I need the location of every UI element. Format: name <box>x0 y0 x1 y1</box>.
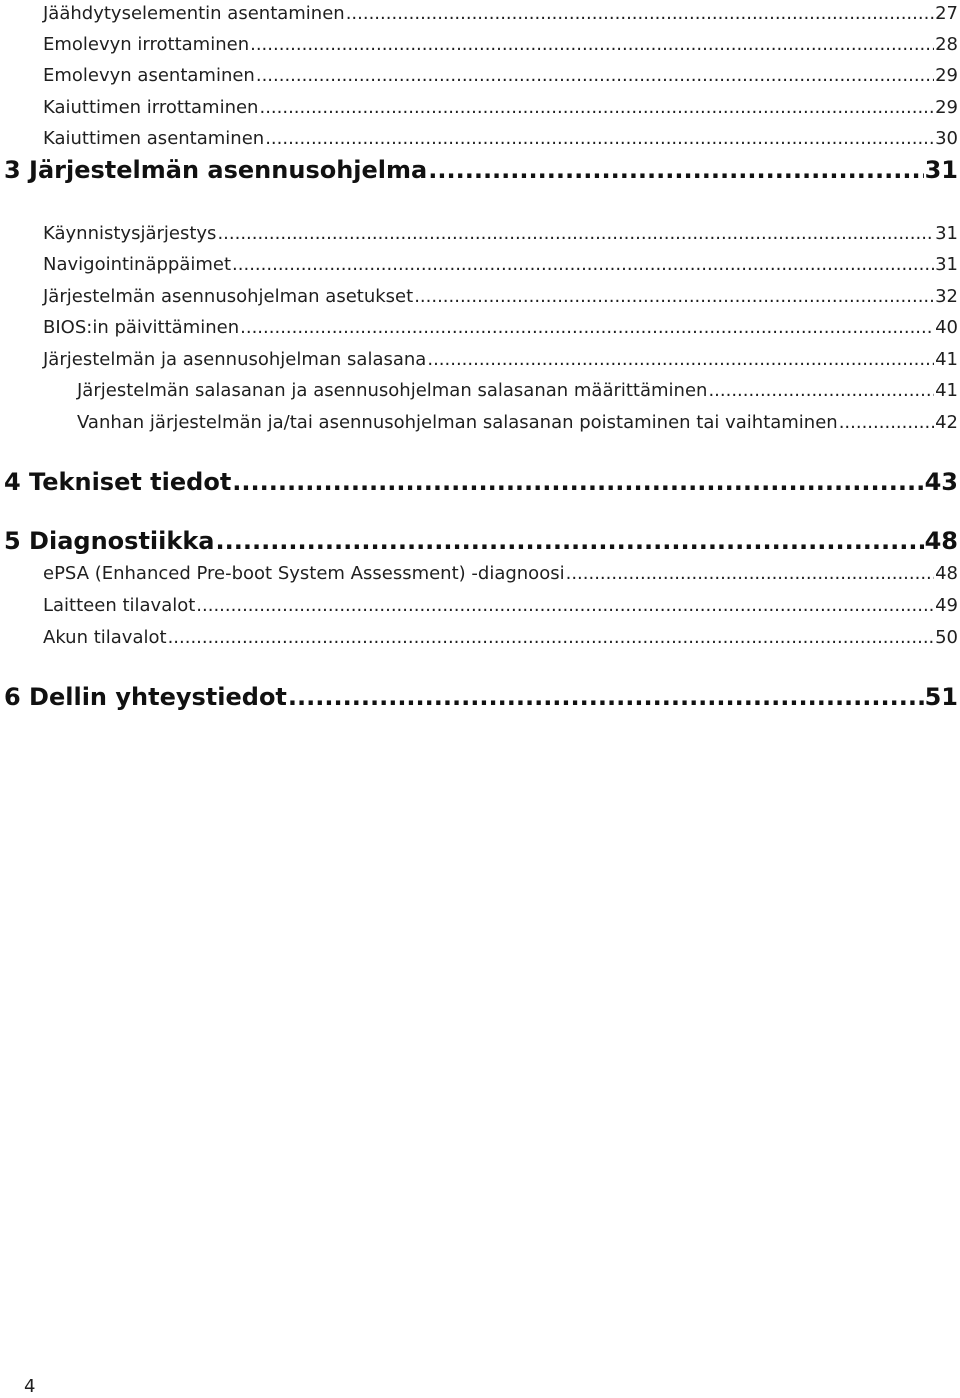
toc-entry-page: 30 <box>935 128 958 149</box>
toc-entry-title: Jäähdytyselementin asentaminen <box>43 3 345 24</box>
toc-entry[interactable] <box>43 96 958 120</box>
toc-leader-dots <box>215 526 923 556</box>
toc-leader-dots <box>839 411 934 435</box>
toc-chapter-entry[interactable] <box>4 155 958 185</box>
toc-subentry[interactable] <box>77 411 958 435</box>
toc-chapter-entry[interactable] <box>4 467 958 497</box>
toc-entry[interactable] <box>43 253 958 277</box>
toc-entry-page: 40 <box>935 317 958 338</box>
toc-entry-page: 27 <box>935 3 958 24</box>
toc-entry-title: Emolevyn asentaminen <box>43 65 255 86</box>
toc-chapter-page: 51 <box>924 683 958 711</box>
toc-leader-dots <box>250 33 934 57</box>
toc-entry-page: 31 <box>935 254 958 275</box>
toc-entry-page: 28 <box>935 34 958 55</box>
toc-entry-title: Järjestelmän salasanan ja asennusohjelman salasanan määrittäminen <box>77 380 708 401</box>
toc-entry-title: Kaiuttimen irrottaminen <box>43 97 259 118</box>
toc-leader-dots <box>259 96 934 120</box>
toc-entry-title: Järjestelmän ja asennusohjelman salasana <box>43 349 427 370</box>
toc-entry-page: 50 <box>935 627 958 648</box>
toc-leader-dots <box>428 155 923 185</box>
toc-entry-title: Laitteen tilavalot <box>43 595 196 616</box>
toc-entry[interactable] <box>43 562 958 586</box>
toc-leader-dots <box>427 348 934 372</box>
toc-leader-dots <box>708 379 934 403</box>
toc-leader-dots <box>217 222 934 246</box>
toc-entry-page: 42 <box>935 412 958 433</box>
toc-leader-dots <box>168 626 935 650</box>
toc-entry-title: ePSA (Enhanced Pre-boot System Assessment) -diagnoosi <box>43 563 565 584</box>
toc-entry-page: 29 <box>935 97 958 118</box>
toc-entry-page: 49 <box>935 595 958 616</box>
toc-leader-dots <box>232 467 923 497</box>
toc-entry[interactable] <box>43 285 958 309</box>
toc-entry[interactable] <box>43 626 958 650</box>
toc-entry[interactable] <box>43 127 958 151</box>
toc-leader-dots <box>414 285 934 309</box>
toc-entry[interactable] <box>43 222 958 246</box>
toc-leader-dots <box>256 64 934 88</box>
toc-chapter-page: 48 <box>924 527 958 555</box>
toc-entry[interactable] <box>43 594 958 618</box>
toc-leader-dots <box>265 127 934 151</box>
toc-entry-page: 41 <box>935 380 958 401</box>
toc-entry-page: 32 <box>935 286 958 307</box>
toc-entry[interactable] <box>43 2 958 26</box>
toc-entry-title: Käynnistysjärjestys <box>43 223 217 244</box>
toc-entry-page: 31 <box>935 223 958 244</box>
toc-chapter-title: 4 Tekniset tiedot <box>4 468 232 496</box>
toc-entry-title: Emolevyn irrottaminen <box>43 34 250 55</box>
toc-entry-title: Akun tilavalot <box>43 627 167 648</box>
toc-entry[interactable] <box>43 316 958 340</box>
toc-chapter-entry[interactable] <box>4 682 958 712</box>
toc-entry-page: 48 <box>935 563 958 584</box>
toc-leader-dots <box>346 2 934 26</box>
toc-chapter-title: 3 Järjestelmän asennusohjelma <box>4 156 428 184</box>
toc-subentry[interactable] <box>77 379 958 403</box>
toc-entry-title: Vanhan järjestelmän ja/tai asennusohjelman salasanan poistaminen tai vaihtaminen <box>77 412 838 433</box>
toc-entry-title: Navigointinäppäimet <box>43 254 232 275</box>
toc-entry-page: 41 <box>935 349 958 370</box>
toc-entry-page: 29 <box>935 65 958 86</box>
toc-leader-dots <box>566 562 935 586</box>
toc-entry-title: Kaiuttimen asentaminen <box>43 128 265 149</box>
toc-entry[interactable] <box>43 64 958 88</box>
toc-entry[interactable] <box>43 348 958 372</box>
toc-leader-dots <box>288 682 924 712</box>
toc-chapter-page: 31 <box>924 156 958 184</box>
toc-entry-title: Järjestelmän asennusohjelman asetukset <box>43 286 414 307</box>
toc-leader-dots <box>232 253 934 277</box>
toc-chapter-title: 5 Diagnostiikka <box>4 527 215 555</box>
toc-chapter-title: 6 Dellin yhteystiedot <box>4 683 287 711</box>
toc-entry-title: BIOS:in päivittäminen <box>43 317 240 338</box>
toc-entry[interactable] <box>43 33 958 57</box>
page-number: 4 <box>24 1376 36 1397</box>
toc-leader-dots <box>240 316 934 340</box>
toc-chapter-entry[interactable] <box>4 526 958 556</box>
toc-chapter-page: 43 <box>924 468 958 496</box>
toc-leader-dots <box>196 594 934 618</box>
